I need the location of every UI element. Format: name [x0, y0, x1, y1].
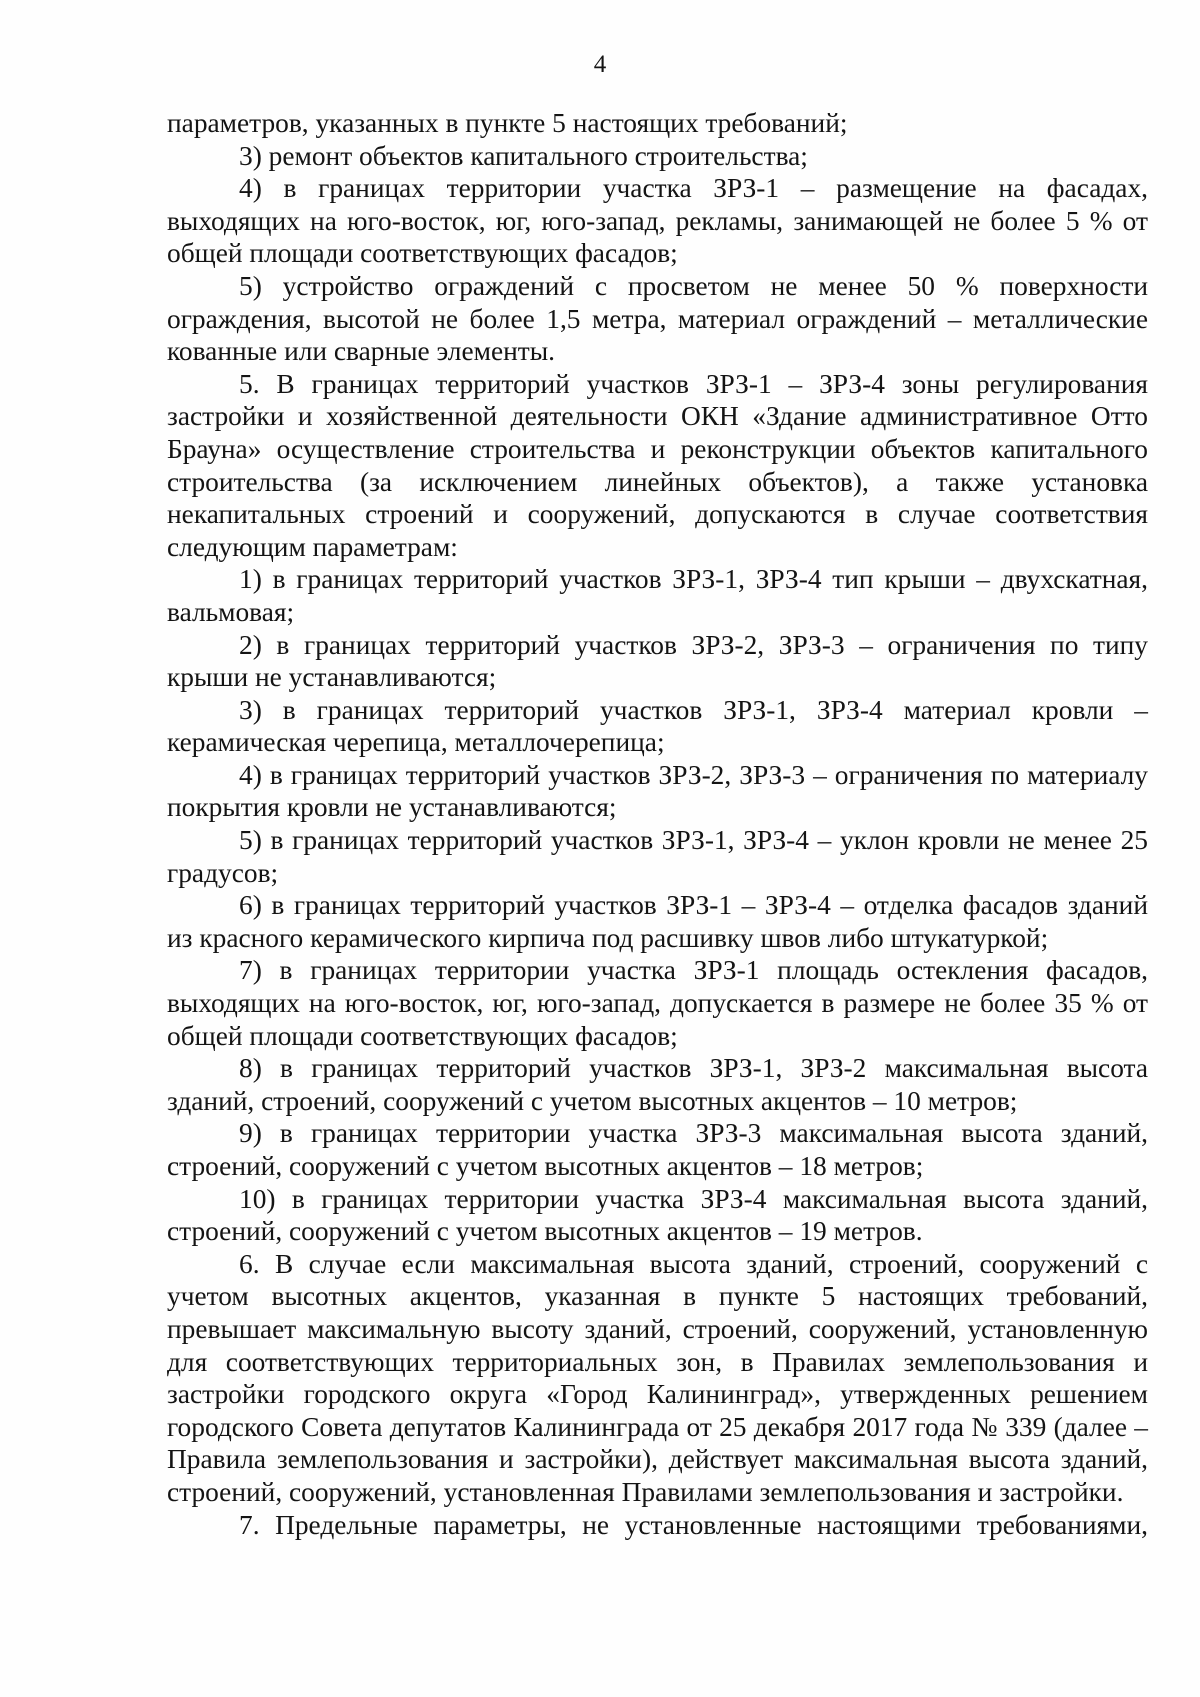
- paragraph: 4) в границах территории участка ЗРЗ-1 – размещение на фасадах, выходящих на юго-восток, юг, юго-запад, рекламы, занимающей не более 5 % от общей площади соответствующих фасадов;: [167, 173, 1148, 269]
- paragraph: 5) в границах территорий участков ЗРЗ-1, ЗРЗ-4 – уклон кровли не менее 25 градусов;: [167, 825, 1148, 888]
- paragraph: 3) ремонт объектов капитального строительства;: [239, 140, 808, 171]
- paragraph: 6) в границах территорий участков ЗРЗ-1 – ЗРЗ-4 – отделка фасадов зданий из красного керамического кирпича под расшивку швов либо штукатуркой;: [167, 890, 1148, 953]
- paragraph: 5) устройство ограждений с просветом не менее 50 % поверхности ограждения, высотой не более 1,5 метра, материал ограждений – металлические кованные или сварные элементы.: [167, 270, 1148, 367]
- paragraph: 6. В случае если максимальная высота зданий, строений, сооружений с учетом высотных акцентов, указанная в пункте 5 настоящих требований, превышает максимальную высоту зданий, строений, сооружений, установленную для соответствующих территориальных зон, в Правилах землепользования и застройки городского округа «Город Калининград», утвержденных решением городского Совета депутатов Калининграда от 25 декабря 2017 года № 339 (далее – Правила землепользования и застройки), действует максимальная высота зданий, строений, сооружений, установленная Правилами землепользования и застройки.: [167, 1248, 1148, 1507]
- paragraph: 2) в границах территорий участков ЗРЗ-2, ЗРЗ-3 – ограничения по типу крыши не устанавливаются;: [167, 629, 1148, 693]
- paragraph: 8) в границах территорий участков ЗРЗ-1, ЗРЗ-2 максимальная высота зданий, строений, сооружений с учетом высотных акцентов – 10 метров;: [167, 1053, 1148, 1116]
- paragraph: 1) в границах территорий участков ЗРЗ-1, ЗРЗ-4 тип крыши – двухскатная, вальмовая;: [167, 564, 1148, 627]
- paragraph: 4) в границах территорий участков ЗРЗ-2, ЗРЗ-3 – ограничения по материалу покрытия кровли не устанавливаются;: [167, 759, 1148, 823]
- paragraph: 3) в границах территорий участков ЗРЗ-1, ЗРЗ-4 материал кровли – керамическая черепица, металлочерепица;: [167, 694, 1148, 758]
- paragraph: 5. В границах территорий участков ЗРЗ-1 – ЗРЗ-4 зоны регулирования застройки и хозяйственной деятельности ОКН «Здание административное Отто Брауна» осуществление строительства и реконструкции объектов капитального строительства (за исключением линейных объектов), а также установка некапитальных строений и сооружений, допускаются в случае соответствия следующим параметрам:: [167, 368, 1148, 562]
- paragraph: 9) в границах территории участка ЗРЗ-3 максимальная высота зданий, строений, сооружений с учетом высотных акцентов – 18 метров;: [167, 1118, 1148, 1181]
- paragraph: 7) в границах территории участка ЗРЗ-1 площадь остекления фасадов, выходящих на юго-восток, юг, юго-запад, допускается в размере не более 35 % от общей площади соответствующих фасадов;: [167, 955, 1148, 1051]
- paragraph: параметров, указанных в пункте 5 настоящих требований;: [167, 108, 848, 138]
- page-number: 4: [593, 51, 607, 78]
- document-body: [167, 107, 1148, 1541]
- paragraph: 7. Предельные параметры, не установленные настоящими требованиями,: [239, 1509, 1148, 1540]
- paragraph: 10) в границах территории участка ЗРЗ-4 максимальная высота зданий, строений, сооружений с учетом высотных акцентов – 19 метров.: [167, 1183, 1148, 1247]
